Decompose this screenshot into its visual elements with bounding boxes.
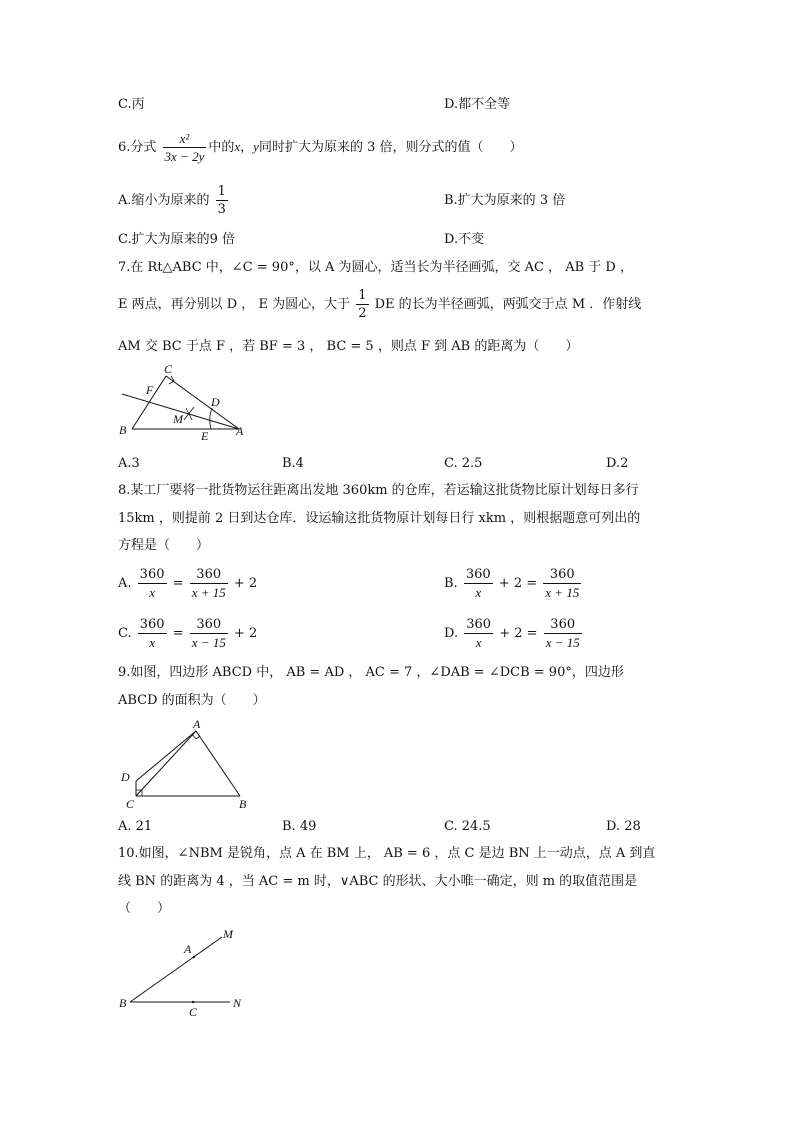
q10-angle-diagram <box>112 922 252 1022</box>
q7-label-a: A <box>236 424 244 438</box>
q8-option-d-label: D. <box>444 626 459 641</box>
q9-option-a: A. 21 <box>118 819 153 834</box>
q8-d-right-num: 360 <box>544 616 582 634</box>
q8-c-right-fraction <box>190 616 228 651</box>
q9-figure <box>112 714 262 814</box>
q7-half-den: 2 <box>358 306 367 321</box>
q9-diagonal-ca <box>136 731 196 796</box>
q9-option-d: D. 28 <box>606 819 641 834</box>
q8-b-right-den: x + 15 <box>545 585 580 600</box>
q9-segment-da <box>136 731 196 781</box>
q6-numerator: x² <box>163 130 207 148</box>
q6-option-d: D.不变 <box>444 232 485 247</box>
q6-denominator: 3x − 2y <box>164 149 205 164</box>
q6-separator: ， <box>240 140 254 155</box>
q8-option-c <box>118 614 257 654</box>
q9-line-2: ABCD 的面积为（ ） <box>118 693 266 708</box>
q8-line-2: 15km ，则提前 2 日到达仓库．设运输这批货物原计划每日行 xkm ，则根据题意可列出的 <box>118 511 641 526</box>
q8-a-plus-two: + 2 <box>233 576 258 591</box>
q7-label-m: M <box>173 412 183 426</box>
q8-option-b <box>444 564 583 604</box>
q8-c-right-num: 360 <box>190 616 228 634</box>
q7-line-3: AM 交 BC 于点 F ，若 BF = 3 ， BC = 5 ，则点 F 到 AB 的距离为（ ） <box>118 339 579 354</box>
q8-c-left-num: 360 <box>139 617 165 632</box>
q6-option-a-text: A.缩小为原来的 <box>118 193 210 208</box>
q10-point-a <box>193 956 195 958</box>
q7-line-1: 7.在 Rt△ABC 中，∠C = 90°，以 A 为圆心，适当长为半径画弧，交 AC ， AB 于 D ， <box>118 260 633 275</box>
q8-d-left-num: 360 <box>466 617 492 632</box>
q6-option-a-den: 3 <box>217 202 226 217</box>
q8-option-d <box>444 614 584 654</box>
q7-figure <box>112 362 254 444</box>
q7-arc-de <box>210 408 212 429</box>
q8-option-a-label: A. <box>118 576 132 591</box>
q10-line-1: 10.如图，∠NBM 是锐角，点 A 在 BM 上， AB = 6 ，点 C 是边 BN 上一动点，点 A 到直 <box>118 846 656 861</box>
q6-stem-end: 同时扩大为原来的 3 倍，则分式的值（ ） <box>258 140 523 155</box>
q8-b-right-fraction <box>543 566 581 601</box>
q6-option-c: C.扩大为原来的9 倍 <box>118 232 236 247</box>
q7-label-b: B <box>119 423 127 437</box>
q7-label-d: D <box>211 395 220 409</box>
q8-a-right-den: x + 15 <box>191 585 226 600</box>
q5-option-c: C.丙 <box>118 97 145 112</box>
q9-label-c: C <box>126 797 135 811</box>
q9-label-a: A <box>193 717 201 731</box>
q9-label-b: B <box>239 797 247 811</box>
q6-option-a-num: 1 <box>217 184 226 199</box>
q8-a-left-fraction <box>138 566 167 601</box>
q8-c-plus-two: + 2 <box>233 626 258 641</box>
q8-b-left-den: x <box>475 585 482 600</box>
q6-option-b: B.扩大为原来的 3 倍 <box>444 193 566 208</box>
q5-option-d: D.都不全等 <box>444 97 511 112</box>
q9-option-b: B. 49 <box>282 819 317 834</box>
q7-option-c: C. 2.5 <box>444 456 483 471</box>
q8-a-left-den: x <box>149 585 155 600</box>
q6-option-a <box>118 182 230 220</box>
q7-option-d: D.2 <box>606 456 629 471</box>
q6-fraction <box>163 130 207 165</box>
q10-label-a: A <box>184 942 192 956</box>
q9-label-d: D <box>121 770 130 784</box>
q7-label-e: E <box>201 429 209 443</box>
q6-var-y: y <box>253 139 259 154</box>
q6-stem <box>118 128 523 167</box>
q9-segment-ab <box>196 731 240 796</box>
q8-d-right-fraction <box>544 616 582 651</box>
q10-label-b: B <box>119 996 127 1010</box>
q7-line-2-end: DE 的长为半径画弧，两弧交于点 M ．作射线 <box>374 297 642 312</box>
q8-d-left-den: x <box>475 635 482 650</box>
q8-b-left-num: 360 <box>465 567 491 582</box>
q6-stem-mid: 中的 <box>208 140 235 155</box>
q8-option-c-label: C. <box>118 626 132 641</box>
q7-line-2 <box>118 286 641 324</box>
q8-a-right-num: 360 <box>190 566 228 584</box>
q8-line-3: 方程是（ ） <box>118 538 210 553</box>
q8-a-left-num: 360 <box>139 567 165 582</box>
q8-b-plus-two: + 2 <box>498 576 523 591</box>
q8-d-plus-two: + 2 <box>499 626 523 641</box>
q10-label-c: C <box>189 1005 198 1019</box>
q8-d-left-fraction <box>464 616 493 651</box>
q9-quadrilateral-diagram <box>112 714 262 814</box>
q8-a-equals: = <box>172 576 184 591</box>
q8-d-right-den: x − 15 <box>545 635 580 650</box>
q7-triangle-diagram <box>112 362 254 444</box>
q8-b-left-fraction <box>464 566 493 601</box>
q8-c-equals: = <box>172 626 184 641</box>
q7-label-f: F <box>146 383 154 397</box>
q10-line-3: （ ） <box>118 901 171 916</box>
q8-option-a <box>118 564 257 604</box>
q10-line-2: 线 BN 的距离为 4 ，当 AC = m 时，∨ABC 的形状、大小唯一确定，则 m 的取值范围是 <box>118 874 638 889</box>
q10-figure <box>112 922 252 1022</box>
q10-label-n: N <box>233 996 242 1010</box>
q6-option-a-fraction <box>216 183 228 218</box>
q6-var-x: x <box>234 139 241 154</box>
q7-label-c: C <box>164 362 173 376</box>
q8-c-left-fraction <box>138 616 167 651</box>
q9-option-c: C. 24.5 <box>444 819 491 834</box>
q8-line-1: 8.某工厂要将一批货物运往距离出发地 360km 的仓库，若运输这批货物比原计划每日多行 <box>118 483 639 498</box>
q7-line-2-start: E 两点，再分别以 D ， E 为圆心，大于 <box>118 297 351 312</box>
q10-ray-bm <box>130 937 222 1002</box>
q8-a-right-fraction <box>190 566 228 601</box>
q8-b-right-num: 360 <box>543 566 581 584</box>
q10-point-c <box>192 1001 194 1003</box>
q8-c-left-den: x <box>149 635 156 650</box>
q10-label-m: M <box>223 927 233 941</box>
q8-d-equals: = <box>526 626 538 641</box>
q7-half-num: 1 <box>358 288 367 303</box>
q8-c-right-den: x − 15 <box>191 635 226 650</box>
q9-line-1: 9.如图，四边形 ABCD 中， AB = AD ， AC = 7 ，∠DAB = ∠DCB = 90°，四边形 <box>118 665 624 680</box>
q8-b-equals: = <box>526 576 538 591</box>
q8-option-b-label: B. <box>444 576 458 591</box>
q7-option-b: B.4 <box>282 456 304 471</box>
q7-half-fraction <box>356 287 368 322</box>
q7-option-a: A.3 <box>118 456 140 471</box>
q6-stem-start: 6.分式 <box>118 140 157 155</box>
